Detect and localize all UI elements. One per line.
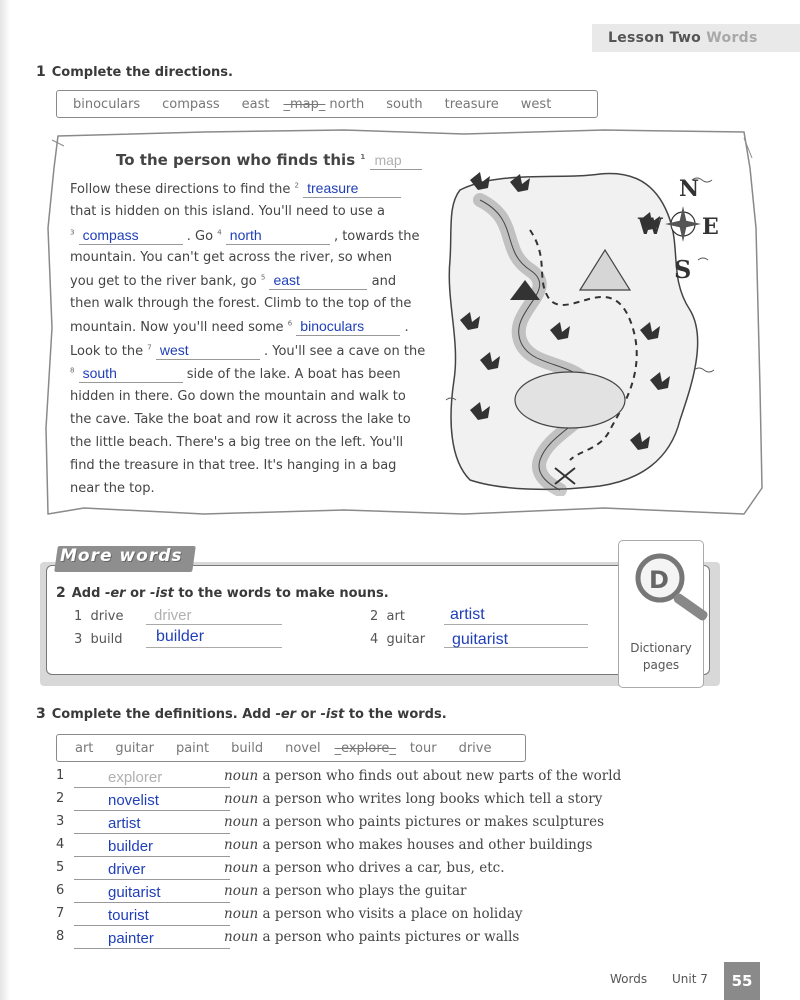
definition-row xyxy=(56,768,656,788)
letter-text: you get to the river bank, go xyxy=(70,274,257,289)
ex2-item-number: 1 xyxy=(74,609,83,624)
answer-blank-7 xyxy=(156,343,260,360)
definition-text xyxy=(224,883,467,899)
letter-line xyxy=(70,389,406,404)
definition: a person who visits a place on holiday xyxy=(262,906,523,922)
ex3-heading xyxy=(36,706,447,722)
ex1-heading xyxy=(36,64,233,80)
letter-text: and xyxy=(371,274,397,289)
treasure-map-illustration xyxy=(440,160,720,496)
ex2-title-part: -er xyxy=(104,586,126,601)
letter-title-text: To the person who finds this xyxy=(116,151,356,169)
definition-answer: tourist xyxy=(108,907,149,924)
ex2-item xyxy=(74,632,123,647)
letter-text: Follow these directions to find the xyxy=(70,182,291,197)
answer-blank-2 xyxy=(303,181,401,198)
answer-7: west xyxy=(159,342,189,358)
wordbox-word: west xyxy=(520,96,552,112)
ex2-blank xyxy=(146,624,282,625)
ex2-answer: builder xyxy=(156,628,205,645)
wordbox-word-crossed: _ map _ xyxy=(284,97,326,112)
wordbox-word: binoculars xyxy=(73,96,141,112)
letter-line xyxy=(70,366,401,383)
ex2-blank xyxy=(444,624,588,625)
definition-number: 4 xyxy=(56,837,65,852)
definition-answer: guitarist xyxy=(108,884,161,901)
part-of-speech: noun xyxy=(224,883,259,899)
wordbox-word: south xyxy=(386,96,423,112)
letter-line xyxy=(70,204,385,219)
wordbox-word: treasure xyxy=(444,96,499,112)
answer-blank-4 xyxy=(226,228,330,245)
letter-line xyxy=(70,343,425,360)
ex2-answer: artist xyxy=(450,606,485,623)
part-of-speech: noun xyxy=(224,837,259,853)
definition: a person who plays the guitar xyxy=(262,883,467,899)
letter-text: the little beach. There's a big tree on the left. You'll xyxy=(70,435,404,450)
answer-blank-6 xyxy=(296,319,400,336)
ex2-item-word: build xyxy=(90,632,123,647)
definition-text xyxy=(224,837,592,853)
ex2-blank xyxy=(146,647,282,648)
more-words-banner-text: More words xyxy=(60,546,183,566)
answer-6: binoculars xyxy=(300,318,365,334)
wordbox-word: drive xyxy=(458,740,492,756)
definition-blank xyxy=(74,814,230,834)
letter-text: that is hidden on this island. You'll need to use a xyxy=(70,204,385,219)
ex2-item-word: guitar xyxy=(386,632,426,647)
compass-w-letter: W xyxy=(638,214,663,240)
lesson-topic: Words xyxy=(706,30,758,46)
wordbox-word: tour xyxy=(409,740,437,756)
definition-row xyxy=(56,837,656,857)
letter-line xyxy=(70,228,419,245)
dictionary-letter: D xyxy=(649,566,669,594)
definition: a person who paints pictures or walls xyxy=(262,929,520,945)
ex2-item xyxy=(370,632,425,647)
ex3-title-part: -er xyxy=(275,707,297,722)
letter-line xyxy=(70,181,401,198)
ex2-title-part: to the words to make nouns. xyxy=(173,586,389,601)
ex3-title-part: or xyxy=(296,707,321,722)
definition: a person who makes houses and other buildings xyxy=(262,837,593,853)
definition-row xyxy=(56,883,656,903)
definition-answer: builder xyxy=(108,838,154,855)
ex2-item-number: 3 xyxy=(74,632,83,647)
definition-answer: novelist xyxy=(108,792,159,809)
lesson-label: Lesson Two xyxy=(608,30,702,46)
ex2-item xyxy=(74,609,123,624)
definition-text xyxy=(224,929,519,945)
magnifier-icon xyxy=(622,548,732,638)
definition-number: 3 xyxy=(56,814,65,829)
wordbox-word: art xyxy=(75,740,94,756)
letter-text: side of the lake. A boat has been xyxy=(186,367,401,382)
dictionary-label-line: pages xyxy=(642,658,680,672)
letter-text: Look to the xyxy=(70,344,144,359)
footer-unit: Unit 7 xyxy=(672,972,708,986)
definition: a person who paints pictures or makes sculptures xyxy=(262,814,605,830)
letter-text: near the top. xyxy=(70,481,155,496)
answer-5: east xyxy=(273,272,300,288)
ex3-wordbox xyxy=(56,734,526,762)
definition-number: 5 xyxy=(56,860,65,875)
definition-number: 2 xyxy=(56,791,65,806)
definition-answer: driver xyxy=(108,861,146,878)
blank-number: 3 xyxy=(70,228,75,237)
ex2-title-part: or xyxy=(125,586,150,601)
wordbox-word: compass xyxy=(162,96,220,112)
letter-text: hidden in there. Go down the mountain and walk to xyxy=(70,389,406,404)
ex2-item xyxy=(370,609,405,624)
definition-answer: painter xyxy=(108,930,154,947)
ex3-title-part: to the words. xyxy=(344,707,447,722)
compass-s-letter: S xyxy=(674,255,692,284)
ex2-item-number: 2 xyxy=(370,609,379,624)
part-of-speech: noun xyxy=(224,791,259,807)
definition-row xyxy=(56,814,656,834)
letter-title xyxy=(116,151,422,170)
definition-blank xyxy=(74,929,230,949)
ex1-number: 1 xyxy=(36,64,46,80)
part-of-speech: noun xyxy=(224,906,259,922)
wordbox-word-crossed: _ explore _ xyxy=(335,741,396,756)
definition-blank xyxy=(74,906,230,926)
blank-number: 5 xyxy=(260,273,266,282)
ex1-wordbox xyxy=(56,90,598,118)
ex2-answer: guitarist xyxy=(452,631,509,648)
definition-text xyxy=(224,768,621,784)
answer-3: compass xyxy=(82,227,139,243)
letter-text: find the treasure in that tree. It's hanging in a bag xyxy=(70,458,397,473)
letter-line xyxy=(70,458,396,473)
part-of-speech: noun xyxy=(224,768,259,784)
ex3-title-part: Complete the definitions. Add xyxy=(51,707,276,722)
answer-4: north xyxy=(229,227,262,243)
ex2-title-part: Add xyxy=(71,586,105,601)
letter-line xyxy=(70,435,403,450)
dictionary-label-line: Dictionary xyxy=(630,641,692,655)
definition: a person who writes long books which tell a story xyxy=(262,791,603,807)
definition-answer-example: explorer xyxy=(108,769,163,786)
blank-number: 7 xyxy=(147,343,152,352)
compass-e-letter: E xyxy=(702,214,719,240)
definition: a person who drives a car, bus, etc. xyxy=(262,860,505,876)
letter-text: , towards the xyxy=(333,229,420,244)
letter-text: the cave. Take the boat and row it across the lake to xyxy=(70,412,411,427)
wordbox-word: novel xyxy=(285,740,321,756)
definition-text xyxy=(224,906,523,922)
definition-text xyxy=(224,860,505,876)
letter-text: . You'll see a cave on the xyxy=(264,344,426,359)
blank-number: 6 xyxy=(287,319,293,328)
definition-number: 1 xyxy=(56,768,65,783)
definition-row xyxy=(56,791,656,811)
wordbox-word: guitar xyxy=(115,740,154,756)
letter-line xyxy=(70,296,411,311)
definition-number: 8 xyxy=(56,929,65,944)
page-number: 55 xyxy=(724,962,760,1000)
ex2-item-number: 4 xyxy=(370,632,379,647)
ex2-number: 2 xyxy=(56,585,66,601)
definition-blank xyxy=(74,883,230,903)
answer-2: treasure xyxy=(307,180,359,196)
blank-number: 1 xyxy=(360,153,366,161)
answer-8: south xyxy=(82,365,117,381)
blank-number: 2 xyxy=(294,181,299,190)
letter-text: . Go xyxy=(186,229,214,244)
answer-blank-5 xyxy=(269,273,367,290)
definition-answer: artist xyxy=(108,815,141,832)
definition-blank xyxy=(74,791,230,811)
definition-number: 6 xyxy=(56,883,65,898)
answer-1-example: map xyxy=(374,152,402,168)
definition-row xyxy=(56,906,656,926)
ex1-title: Complete the directions. xyxy=(51,65,233,80)
wordbox-word: paint xyxy=(175,740,210,756)
letter-line xyxy=(70,412,411,427)
answer-blank-1 xyxy=(370,153,422,170)
footer-section: Words xyxy=(610,972,648,986)
definition-row xyxy=(56,860,656,880)
letter-text: then walk through the forest. Climb to the top of the xyxy=(70,296,412,311)
wordbox-word: east xyxy=(241,96,270,112)
lesson-header-tab xyxy=(592,24,800,52)
blank-number: 8 xyxy=(70,366,75,375)
part-of-speech: noun xyxy=(224,860,259,876)
wordbox-word: build xyxy=(231,740,264,756)
definition-blank xyxy=(74,837,230,857)
definition-text xyxy=(224,791,602,807)
definition-blank xyxy=(74,860,230,880)
ex2-answer-example: driver xyxy=(154,607,192,624)
definition-blank xyxy=(74,768,230,788)
ex2-item-word: drive xyxy=(90,609,124,624)
ex2-title-part: -ist xyxy=(149,586,174,601)
part-of-speech: noun xyxy=(224,814,259,830)
letter-line xyxy=(70,319,409,336)
wordbox-word: north xyxy=(329,96,365,112)
letter-line xyxy=(70,273,396,290)
dictionary-label xyxy=(618,640,704,674)
letter-line xyxy=(70,481,155,496)
part-of-speech: noun xyxy=(224,929,259,945)
letter-text: mountain. You can't get across the river, so when xyxy=(70,250,392,265)
answer-blank-8 xyxy=(79,366,183,383)
definition: a person who finds out about new parts of the world xyxy=(262,768,622,784)
page-edge xyxy=(0,0,10,1000)
letter-text: . xyxy=(404,320,409,335)
definition-number: 7 xyxy=(56,906,65,921)
compass-n-letter: N xyxy=(679,176,700,202)
answer-blank-3 xyxy=(79,228,183,245)
ex3-number: 3 xyxy=(36,706,46,722)
blank-number: 4 xyxy=(217,228,222,237)
ex3-title-part: -ist xyxy=(320,707,345,722)
definition-text xyxy=(224,814,604,830)
ex2-item-word: art xyxy=(386,609,405,624)
definition-row xyxy=(56,929,656,949)
letter-text: mountain. Now you'll need some xyxy=(70,320,284,335)
lake xyxy=(515,372,625,428)
ex2-heading xyxy=(56,585,389,601)
letter-line xyxy=(70,250,392,265)
